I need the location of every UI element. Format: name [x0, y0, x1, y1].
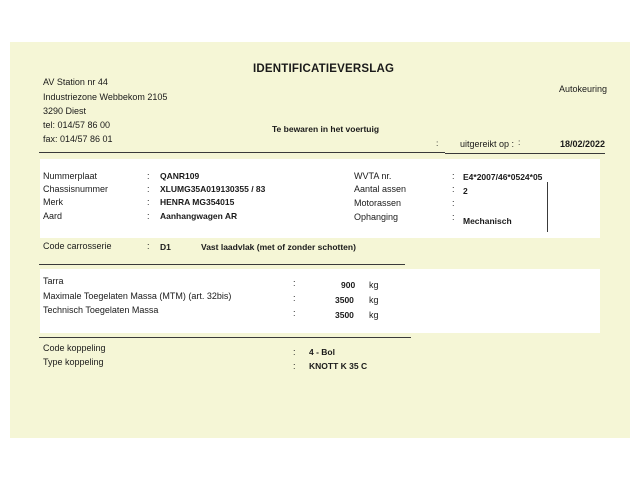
coupling-code-colon: : [293, 347, 296, 357]
motor-axles-colon: : [452, 198, 455, 208]
plate-colon: : [147, 171, 150, 181]
axles-value: 2 [463, 186, 468, 196]
section-divider [39, 337, 411, 338]
station-address: Industriezone Webbekom 2105 [43, 92, 168, 102]
coupling-type-label: Type koppeling [43, 357, 104, 367]
bodywork-colon: : [147, 241, 150, 251]
axles-colon: : [452, 184, 455, 194]
plate-label: Nummerplaat [43, 171, 98, 181]
tare-colon: : [293, 278, 296, 288]
make-value: HENRA MG354015 [160, 197, 235, 207]
make-label: Merk [43, 197, 63, 207]
mtm-colon: : [293, 293, 296, 303]
coupling-type-value: KNOTT K 35 C [309, 361, 368, 371]
coupling-code-label: Code koppeling [43, 343, 106, 353]
wvta-colon: : [452, 171, 455, 181]
axles-label: Aantal assen [354, 184, 407, 194]
coupling-code-value: 4 - Bol [309, 347, 335, 357]
wvta-value: E4*2007/46*0524*05 [463, 172, 543, 182]
tare-unit: kg [369, 280, 379, 290]
motor-axles-label: Motorassen [354, 198, 402, 208]
bodywork-description: Vast laadvlak (met of zonder schotten) [201, 242, 356, 252]
tick-mark: : [518, 137, 521, 147]
kind-value: Aanhangwagen AR [160, 211, 238, 221]
plate-value: QANR109 [160, 171, 200, 181]
technical-mass-label: Technisch Toegelaten Massa [43, 305, 159, 315]
kind-colon: : [147, 211, 150, 221]
suspension-value: Mechanisch [463, 216, 512, 226]
bodywork-code: D1 [160, 242, 171, 252]
tare-value: 900 [341, 280, 356, 290]
mtm-unit: kg [369, 295, 379, 305]
vehicle-block-mark [547, 182, 548, 232]
make-colon: : [147, 197, 150, 207]
wvta-label: WVTA nr. [354, 171, 392, 181]
issued-label: uitgereikt op : [460, 139, 515, 149]
suspension-colon: : [452, 212, 455, 222]
section-divider [39, 264, 405, 265]
issued-date: 18/02/2022 [560, 139, 606, 149]
header-divider [39, 152, 445, 153]
chassis-colon: : [147, 184, 150, 194]
tick-mark: : [436, 138, 439, 148]
header-divider-right [445, 153, 605, 154]
keep-in-vehicle-note: Te bewaren in het voertuig [272, 124, 380, 134]
kind-label: Aard [43, 211, 63, 221]
inspection-label: Autokeuring [559, 84, 608, 94]
technical-mass-colon: : [293, 308, 296, 318]
tare-label: Tarra [43, 276, 64, 286]
station-fax: fax: 014/57 86 01 [43, 134, 113, 144]
identification-report [10, 42, 630, 438]
bodywork-label: Code carrosserie [43, 241, 112, 251]
suspension-label: Ophanging [354, 212, 399, 222]
chassis-label: Chassisnummer [43, 184, 109, 194]
vehicle-block [40, 159, 600, 238]
technical-mass-unit: kg [369, 310, 379, 320]
station-city: 3290 Diest [43, 106, 87, 116]
station-number: AV Station nr 44 [43, 77, 108, 87]
mtm-label: Maximale Toegelaten Massa (MTM) (art. 32bis) [43, 291, 232, 301]
chassis-value: XLUMG35A019130355 / 83 [160, 184, 266, 194]
document-title: IDENTIFICATIEVERSLAG [253, 63, 395, 75]
coupling-type-colon: : [293, 361, 296, 371]
mtm-value: 3500 [335, 295, 354, 305]
station-phone: tel: 014/57 86 00 [43, 120, 111, 130]
technical-mass-value: 3500 [335, 310, 354, 320]
mass-block [40, 269, 600, 333]
